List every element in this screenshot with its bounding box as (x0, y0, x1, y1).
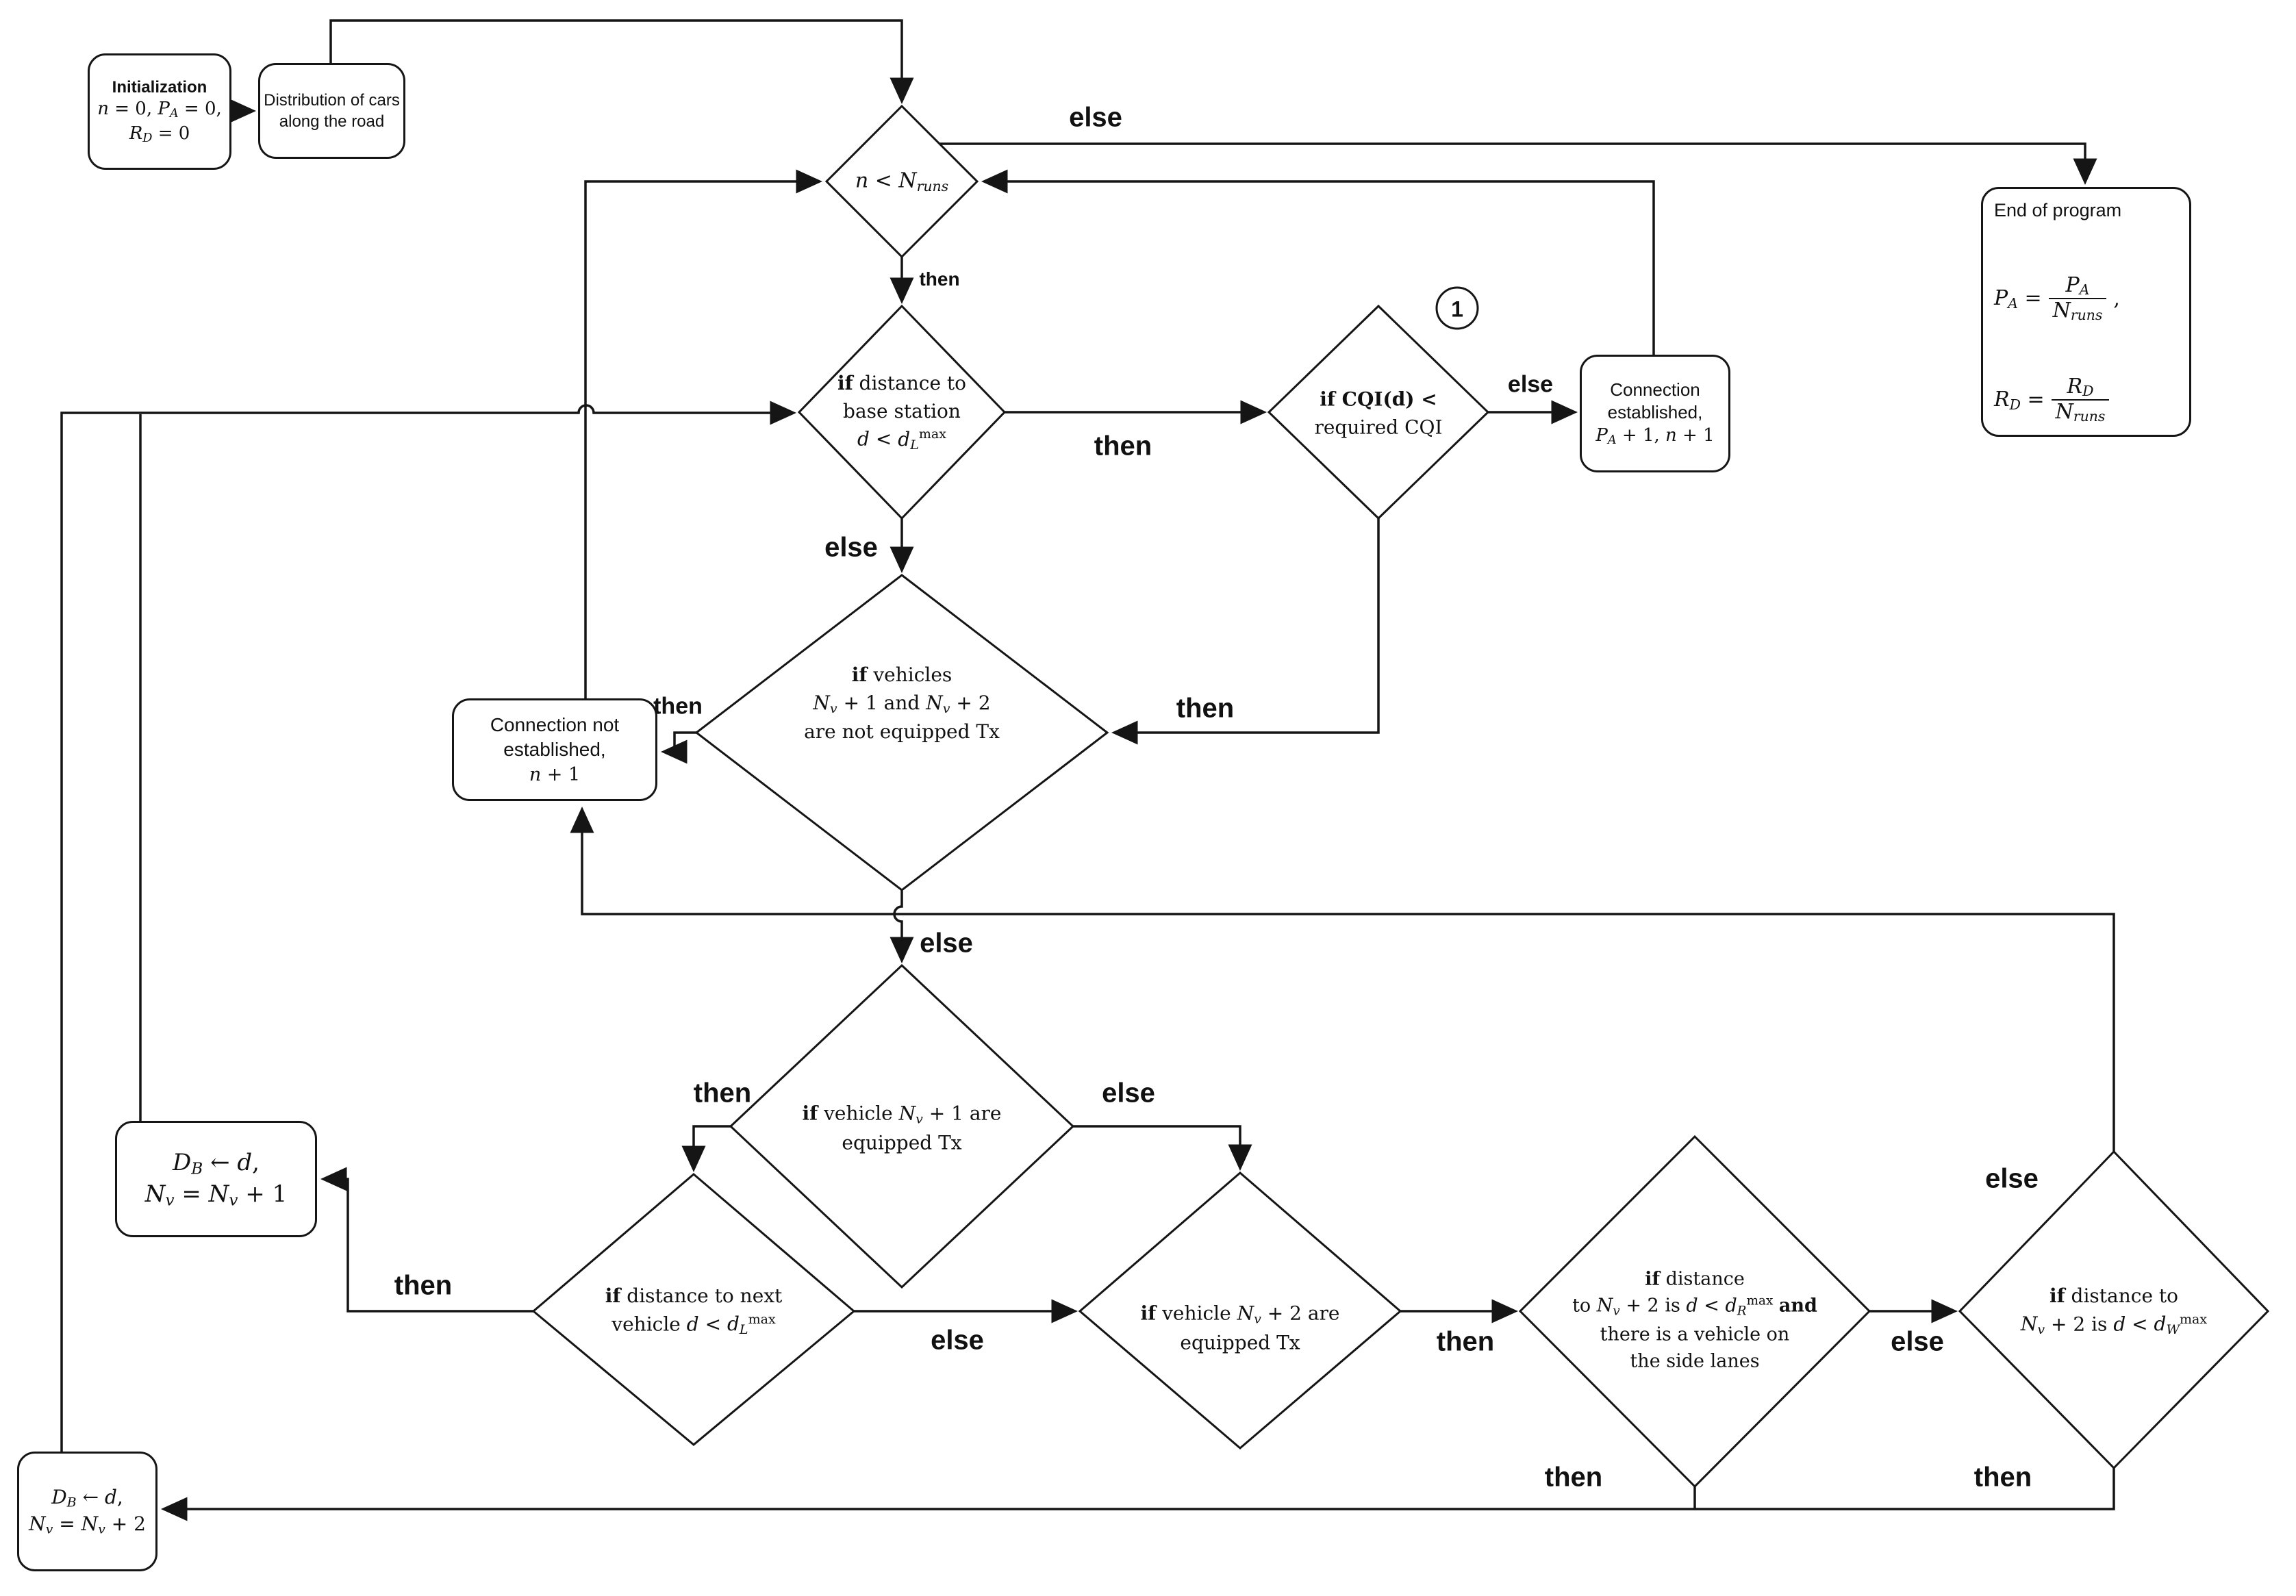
connest-line2: established, (1607, 402, 1703, 423)
dw-l2: $N_v + 2$ is $d < d_W^{max}$ (2020, 1311, 2208, 1338)
decision-cqi-label (1314, 385, 1442, 441)
edge-distribution-runs (331, 21, 902, 99)
nv1-l1: if vehicle $N_v + 1$ are (802, 1102, 1002, 1127)
label-else-nv1: else (1102, 1078, 1155, 1109)
init-line2: n = 0, $P_A = 0$, (97, 99, 222, 121)
notequipped-l3: are not equipped Tx (804, 720, 1000, 744)
label-else-dw: else (1985, 1163, 2039, 1194)
connnot-line2: established, (503, 739, 606, 761)
decision-nv2-equipped-label (1141, 1300, 1340, 1356)
end-eq2-den: $N_{runs}$ (2052, 399, 2110, 425)
label-then-base: then (1094, 431, 1152, 461)
end-eq1-comma: , (2113, 286, 2120, 311)
edge-notequipped-connnot (666, 733, 696, 752)
connector-badge-label: 1 (1451, 296, 1463, 322)
node-db-nv2 (17, 1452, 157, 1571)
label-then-side-lanes: then (1544, 1462, 1603, 1493)
label-then-runs: then (919, 268, 960, 290)
edge-nv1-nextveh (694, 1126, 731, 1167)
end-eq1-den: $N_{runs}$ (2049, 298, 2107, 324)
label-then-nv2: then (1436, 1326, 1495, 1357)
dbnv1-line1: $D_B$ ← d, (173, 1148, 260, 1178)
cqi-l2: required CQI (1314, 416, 1443, 438)
edge-nv1-nv2 (1073, 1126, 1240, 1166)
end-eq2-frac (2052, 375, 2110, 425)
distribution-line1: Distribution of cars (264, 90, 400, 110)
connnot-line1: Connection not (490, 714, 620, 736)
dbnv1-line2: $N_v = N_v + 1$ (144, 1180, 288, 1210)
end-eq1 (1994, 274, 2120, 324)
node-db-nv1 (115, 1121, 317, 1237)
label-else-not-equipped: else (920, 928, 973, 959)
connest-line3: $P_A + 1$, n + 1 (1595, 425, 1715, 448)
base-l3: $d < d_L^{max}$ (857, 427, 946, 453)
distribution-line2: along the road (279, 112, 385, 131)
nv2-l1: if vehicle $N_v + 2$ are (1140, 1302, 1340, 1327)
node-initialization (88, 53, 231, 170)
label-then-dw: then (1973, 1462, 2032, 1493)
decision-side-lanes-label (1572, 1266, 1817, 1375)
nextveh-l2: vehicle $d < d_L^{max}$ (611, 1311, 776, 1338)
decision-next-vehicle-label (605, 1282, 783, 1340)
end-title: End of program (1994, 200, 2122, 220)
nextveh-l1: if distance to next (605, 1284, 783, 1308)
edge-connnot-runs (585, 181, 818, 698)
label-then-next-vehicle: then (394, 1270, 453, 1301)
end-eq2 (1994, 375, 2116, 425)
label-else-base: else (824, 532, 878, 563)
label-then-cqi: then (1176, 693, 1235, 724)
label-else-runs: else (1069, 102, 1122, 133)
sidelanes-l1: if distance (1645, 1268, 1745, 1290)
dbnv2-line2: $N_v = N_v + 2$ (29, 1512, 146, 1536)
edge-connest-runs (986, 181, 1654, 355)
label-else-side-lanes: else (1891, 1326, 1944, 1357)
label-else-next-vehicle: else (931, 1325, 984, 1356)
sidelanes-l2: to $N_v + 2$ is $d < d_R^{max}$ and (1572, 1293, 1817, 1319)
end-eq2-lhs: $R_D$ = (1994, 388, 2045, 413)
node-connection-not-established (452, 698, 657, 801)
init-line3: $R_D = 0$ (129, 123, 190, 145)
edge-dw-dbnv2 (166, 1468, 2114, 1509)
node-end-of-program (1981, 187, 2191, 437)
notequipped-l2: $N_v + 1$ and $N_v + 2$ (813, 691, 991, 716)
nv1-l2: equipped Tx (842, 1130, 962, 1154)
decision-not-equipped-label (804, 661, 1000, 746)
connest-line1: Connection (1610, 379, 1700, 400)
sidelanes-l4: the side lanes (1630, 1350, 1760, 1372)
node-distribution (258, 63, 405, 159)
init-title: Initialization (112, 78, 207, 97)
cqi-l1: if CQI(d) < (1320, 388, 1437, 411)
label-else-cqi: else (1507, 371, 1554, 398)
end-eq1-frac (2049, 274, 2107, 324)
decision-runs-label: $n < N_{runs}$ (855, 168, 949, 194)
nv2-l2: equipped Tx (1180, 1330, 1300, 1354)
end-eq1-lhs: $P_A$ = (1994, 286, 2042, 312)
notequipped-l1: if vehicles (851, 663, 953, 687)
connnot-line3: n + 1 (529, 763, 581, 785)
edge-notequipped-nv1 (894, 890, 902, 959)
base-l1: if distance to (837, 371, 967, 394)
dw-l1: if distance to (2049, 1284, 2179, 1308)
end-eq2-num: $R_D$ (2067, 374, 2094, 399)
label-then-not-equipped: then (653, 693, 703, 720)
decision-base-station-label (837, 370, 966, 455)
end-eq1-num: $P_A$ (2065, 273, 2090, 298)
label-then-nv1: then (693, 1078, 752, 1109)
decision-nv1-equipped-label (803, 1100, 1002, 1156)
edge-cqi-notequipped (1116, 518, 1378, 733)
sidelanes-l3: there is a vehicle on (1600, 1323, 1790, 1345)
dbnv2-line1: $D_B$ ← d, (51, 1486, 123, 1510)
decision-dw-label (2021, 1282, 2207, 1340)
base-l2: base station (843, 399, 961, 422)
node-connection-established (1580, 355, 1730, 472)
edge-runs-end (939, 144, 2085, 180)
